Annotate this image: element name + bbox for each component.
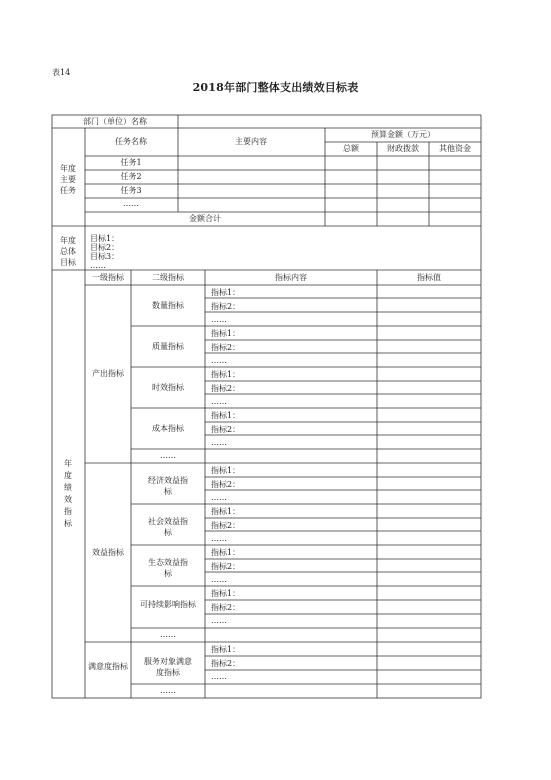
level2-quantity: 数量指标 [152, 301, 184, 310]
indicator-row: 指标1： [211, 548, 241, 557]
indicator-row: 指标2： [211, 479, 241, 489]
indicator-row: …… [211, 493, 227, 503]
indicator-row: 指标2： [211, 561, 241, 571]
page-title: 2018年部门整体支出绩效目标表 [192, 81, 359, 94]
goal-2: 目标2： [90, 243, 120, 252]
indicator-row: 指标2： [211, 301, 241, 311]
col-indicator-content: 指标内容 [275, 273, 307, 282]
indicator-row: 指标2： [211, 658, 241, 668]
amount-total-label: 金额合计 [189, 214, 221, 223]
col-other-funds: 其他资金 [439, 144, 471, 153]
indicator-row: 指标1： [211, 288, 241, 297]
level2-benefit-more: …… [160, 630, 176, 639]
level2-economic: 经济效益指标 [148, 476, 188, 496]
level2-sustainable: 可持续影响指标 [140, 600, 196, 609]
task-row-2: 任务2 [120, 172, 142, 181]
level2-timeliness: 时效指标 [152, 383, 184, 392]
goals-section-label: 年度总体目标 [60, 236, 76, 267]
indicator-row: …… [211, 575, 227, 585]
level2-output-more: …… [160, 451, 176, 460]
task-row-3: 任务3 [120, 186, 142, 195]
task-row-more: …… [123, 199, 139, 208]
indicator-row: 指标1： [211, 589, 241, 598]
indicator-row: …… [211, 356, 227, 366]
level2-ecological: 生态效益指标 [148, 558, 188, 578]
indicator-row: …… [211, 534, 227, 544]
indicator-row: 指标2： [211, 424, 241, 434]
indicator-row: 指标2： [211, 520, 241, 530]
col-main-content: 主要内容 [235, 137, 267, 146]
col-task-name: 任务名称 [115, 137, 147, 146]
indicator-row: 指标1： [211, 370, 241, 379]
indicator-row: 指标1： [211, 645, 241, 654]
level2-social: 社会效益指标 [148, 517, 188, 537]
goal-more: …… [90, 261, 106, 270]
level1-satisfaction: 满意度指标 [88, 662, 128, 671]
indicator-row: 指标1： [211, 329, 241, 338]
indicator-row: …… [211, 397, 227, 407]
col-budget: 预算金额（万元） [371, 130, 435, 139]
indicator-row: 指标2： [211, 383, 241, 393]
col-level2: 二级指标 [152, 273, 184, 282]
level2-quality: 质量指标 [152, 342, 184, 351]
indicator-row: 指标1： [211, 466, 241, 475]
indicator-row: …… [211, 672, 227, 682]
col-fiscal: 财政拨款 [387, 144, 419, 153]
indicator-row: …… [211, 438, 227, 448]
level2-service-satisfaction: 服务对象满意度指标 [144, 657, 192, 677]
tasks-section-label: 年度主要任务 [60, 164, 76, 195]
indicator-row: 指标2： [211, 602, 241, 612]
dept-name-label: 部门（单位）名称 [83, 117, 147, 126]
level1-output: 产出指标 [92, 369, 124, 378]
task-row-1: 任务1 [120, 158, 142, 167]
indicator-row: 指标1： [211, 411, 241, 420]
table-number: 表14 [52, 68, 71, 77]
indicator-row: 指标2： [211, 342, 241, 352]
perf-section-label: 年度绩效指标 [64, 459, 72, 528]
col-total: 总额 [343, 144, 359, 153]
indicator-row: …… [211, 616, 227, 626]
col-indicator-value: 指标值 [417, 273, 441, 282]
level2-cost: 成本指标 [152, 424, 184, 433]
col-level1: 一级指标 [92, 273, 124, 282]
indicator-row: …… [211, 315, 227, 325]
level1-benefit: 效益指标 [92, 548, 124, 557]
goal-1: 目标1： [90, 234, 120, 243]
level2-satisfaction-more: …… [160, 686, 176, 695]
indicator-row: 指标1： [211, 507, 241, 516]
goal-3: 目标3： [90, 252, 120, 261]
